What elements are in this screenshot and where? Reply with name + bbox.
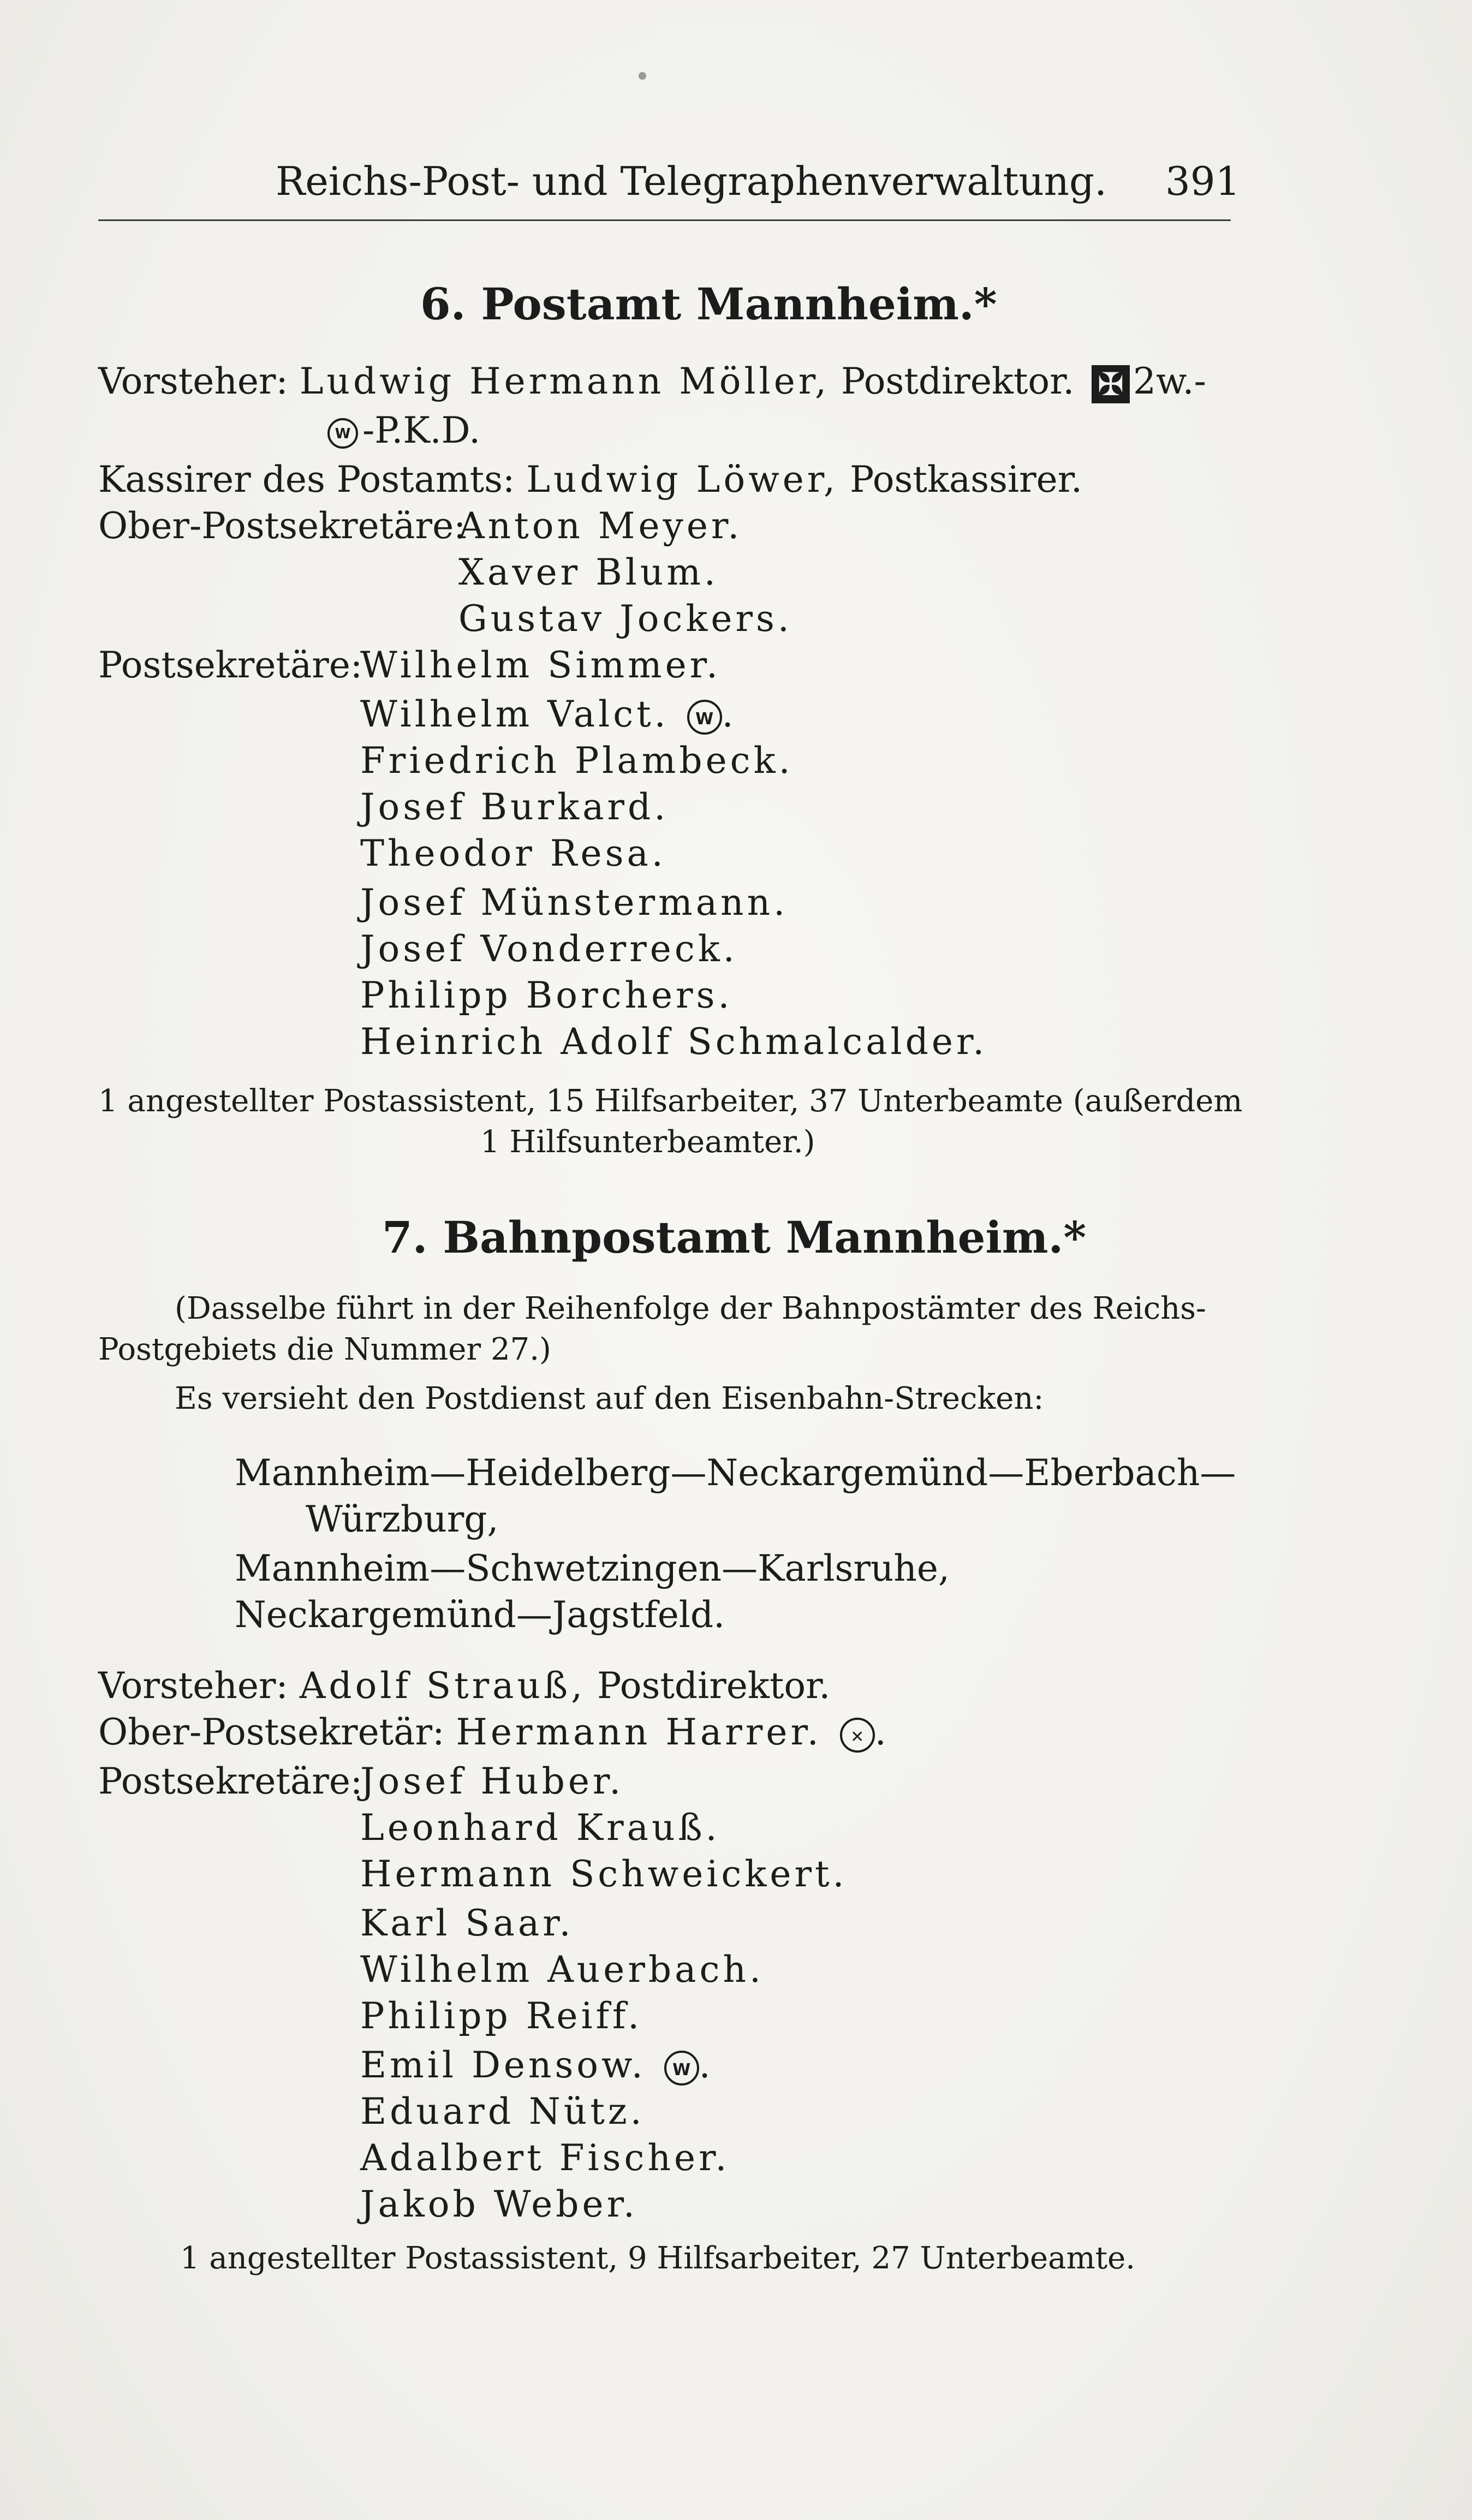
vorsteher-line bbox=[98, 360, 1074, 402]
postsekretaere-label: Postsekretäre: bbox=[98, 1760, 363, 1802]
note-line: Es versieht den Postdienst auf den Eisenbahn-Strecken: bbox=[175, 1381, 1044, 1416]
postsekretaer-line: Wilhelm Valct. W . bbox=[360, 693, 734, 735]
postsekretaer-name: Wilhelm Valct. bbox=[360, 693, 669, 735]
route-line: Würzburg, bbox=[306, 1498, 499, 1540]
postsekretaer-name: Eduard Nütz. bbox=[360, 2090, 645, 2132]
staff-summary-line1: 1 angestellter Postassistent, 15 Hilfsarbeiter, 37 Unterbeamte (außerdem bbox=[98, 1083, 1243, 1119]
ober-label: Ober-Postsekretär: bbox=[98, 1711, 445, 1753]
vorsteher-decoration: ✠ 2w.- bbox=[1092, 360, 1206, 403]
section-title-postamt: 6. Postamt Mannheim.* bbox=[420, 278, 997, 330]
medal-icon: W bbox=[687, 700, 722, 735]
medal-icon: W bbox=[327, 418, 358, 449]
crossed-swords-icon: ✕ bbox=[840, 1718, 875, 1753]
vorsteher-label: Vorsteher: bbox=[98, 360, 288, 402]
section-title-bahnpostamt: 7. Bahnpostamt Mannheim.* bbox=[382, 1212, 1087, 1263]
postsekretaer-name: Josef Huber. bbox=[360, 1760, 624, 1802]
header-rule bbox=[98, 219, 1231, 221]
vorsteher-label: Vorsteher: bbox=[98, 1665, 288, 1707]
page-number: 391 bbox=[1165, 158, 1241, 204]
postsekretaere-label: Postsekretäre: bbox=[98, 644, 363, 686]
postsekretaer-name: Jakob Weber. bbox=[360, 2183, 638, 2225]
postsekretaer-name: Philipp Borchers. bbox=[360, 974, 733, 1016]
ober-name: Xaver Blum. bbox=[458, 551, 719, 593]
kassirer-name: Ludwig Löwer, bbox=[526, 458, 839, 501]
running-head: Reichs-Post- und Telegraphenverwaltung. bbox=[276, 158, 1107, 204]
route-line: Neckargemünd—Jagstfeld. bbox=[235, 1594, 725, 1636]
vorsteher-title: Postdirektor. bbox=[841, 360, 1075, 402]
ober-name: Gustav Jockers. bbox=[458, 598, 792, 640]
kassirer-label: Kassirer des Postamts: bbox=[98, 458, 515, 501]
ober-name: Anton Meyer. bbox=[458, 505, 743, 547]
print-speck bbox=[639, 72, 646, 80]
vorsteher-line bbox=[98, 1665, 830, 1707]
postsekretaer-line: Emil Densow. W . bbox=[360, 2044, 711, 2086]
vorsteher-name: Adolf Strauß, bbox=[299, 1665, 586, 1707]
ober-label: Ober-Postsekretäre: bbox=[98, 505, 466, 547]
postsekretaer-name: Wilhelm Auerbach. bbox=[360, 1949, 764, 1991]
postsekretaer-name: Wilhelm Simmer. bbox=[360, 644, 721, 686]
postsekretaer-name: Karl Saar. bbox=[360, 1902, 574, 1944]
vorsteher-decoration-line2: W -P.K.D. bbox=[327, 409, 480, 451]
route-line: Mannheim—Heidelberg—Neckargemünd—Eberbach— bbox=[235, 1452, 1236, 1494]
ober-name: Hermann Harrer. bbox=[456, 1711, 822, 1753]
iron-cross-icon: ✠ bbox=[1092, 365, 1130, 403]
ober-line: Ober-Postsekretär: Hermann Harrer. ✕ . bbox=[98, 1711, 886, 1753]
postsekretaer-name: Adalbert Fischer. bbox=[360, 2137, 730, 2179]
staff-summary-line2: 1 Hilfsunterbeamter.) bbox=[480, 1124, 815, 1160]
postsekretaer-name: Leonhard Krauß. bbox=[360, 1807, 720, 1849]
postsekretaer-name: Theodor Resa. bbox=[360, 832, 666, 874]
vorsteher-title: Postdirektor. bbox=[597, 1665, 831, 1707]
postsekretaer-name: Heinrich Adolf Schmalcalder. bbox=[360, 1021, 988, 1063]
postsekretaer-name: Josef Vonderreck. bbox=[360, 928, 738, 970]
note-line: Postgebiets die Nummer 27.) bbox=[98, 1332, 551, 1367]
route-line: Mannheim—Schwetzingen—Karlsruhe, bbox=[235, 1547, 950, 1589]
medal-icon: W bbox=[664, 2051, 699, 2086]
postsekretaer-name: Hermann Schweickert. bbox=[360, 1853, 848, 1895]
kassirer-line bbox=[98, 458, 1082, 501]
staff-summary: 1 angestellter Postassistent, 9 Hilfsarbeiter, 27 Unterbeamte. bbox=[180, 2241, 1136, 2276]
postsekretaer-name: Friedrich Plambeck. bbox=[360, 740, 794, 782]
postsekretaer-name: Josef Burkard. bbox=[360, 786, 669, 828]
note-line: (Dasselbe führt in der Reihenfolge der Bahnpostämter des Reichs- bbox=[175, 1291, 1206, 1326]
postsekretaer-name: Josef Münstermann. bbox=[360, 881, 789, 924]
postsekretaer-name: Philipp Reiff. bbox=[360, 1995, 643, 2037]
kassirer-title: Postkassirer. bbox=[850, 458, 1082, 501]
vorsteher-name: Ludwig Hermann Möller, bbox=[299, 360, 830, 402]
postsekretaer-name: Emil Densow. bbox=[360, 2044, 646, 2086]
